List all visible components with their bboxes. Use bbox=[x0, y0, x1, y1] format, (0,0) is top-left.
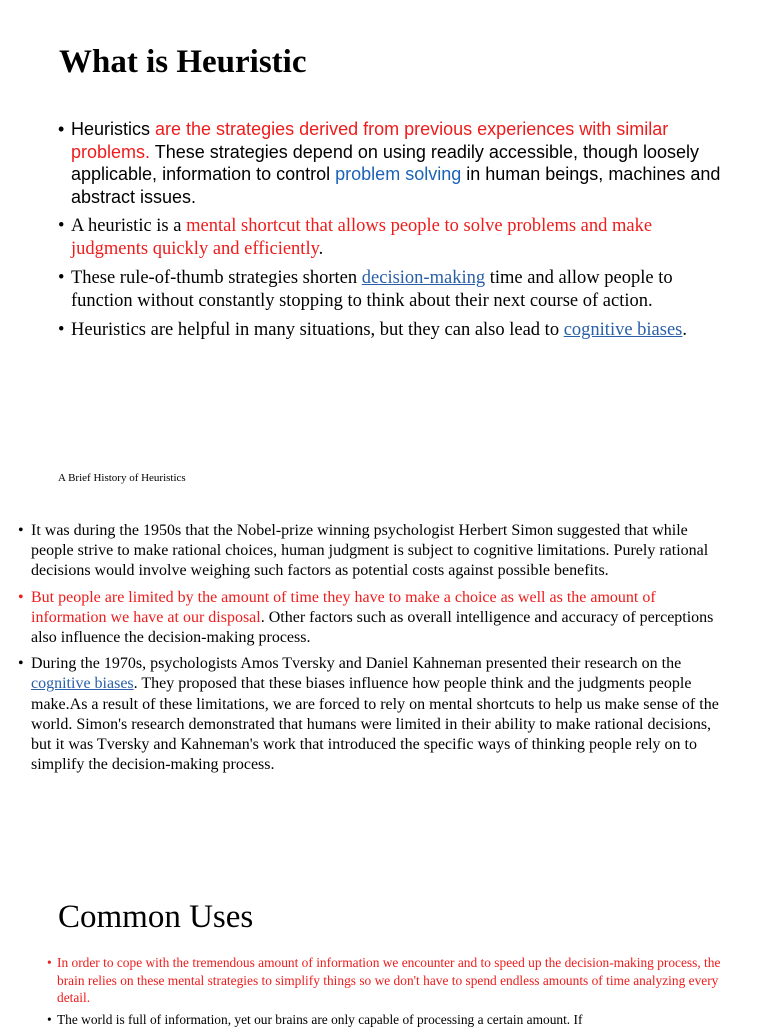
section-heading: A Brief History of Heuristics bbox=[58, 472, 186, 484]
text: . They proposed that these biases influence how people think and the judgments people make.As a result of these limitations, we are forced to rely on mental shortcuts to help us make sense of the world. Simon's research demonstrated that humans were limited in their ability to make rational decisions, but it was Tversky and Kahneman's work that introduced the specific ways of thinking people rely on to simplify the decision-making process. bbox=[31, 675, 719, 774]
text: Heuristics bbox=[71, 119, 156, 139]
highlight-text: problem solving bbox=[335, 164, 462, 184]
list-item: • The world is full of information, yet our brains are only capable of processing a certain amount. If bbox=[57, 1011, 737, 1029]
list-item bbox=[71, 118, 721, 208]
list-item bbox=[71, 267, 721, 312]
definition-list bbox=[71, 118, 721, 349]
decision-making-link[interactable]: decision-making bbox=[361, 268, 486, 288]
text: These rule-of-thumb strategies shorten bbox=[71, 268, 362, 288]
list-item bbox=[71, 319, 721, 342]
text: During the 1970s, psychologists Amos Tversky and Daniel Kahneman presented their research on the bbox=[31, 655, 682, 673]
list-item bbox=[71, 215, 721, 260]
list-item bbox=[31, 654, 731, 775]
highlight-text: are the strategies derived from previous experiences with similar problems. bbox=[71, 119, 669, 162]
highlight-text: But people are limited by the amount of time they have to make a choice as well as the amount of information we have at our disposal bbox=[31, 588, 656, 626]
text: . Other factors such as overall intelligence and accuracy of perceptions also influence the decision-making process. bbox=[31, 608, 714, 647]
highlight-text: mental shortcut that allows people to solve problems and make judgments quickly and efficiently bbox=[71, 216, 653, 259]
text: Heuristics are helpful in many situations, but they can also lead to bbox=[71, 320, 564, 340]
text: A heuristic is a bbox=[71, 216, 187, 236]
uses-list bbox=[57, 954, 737, 1032]
text: It was during the 1950s that the Nobel-prize winning psychologist Herbert Simon suggested that while people strive to make rational choices, human judgment is subject to cognitive limitations. Purely rational decisions would involve weighing such factors as potential costs against possible benefits. bbox=[31, 522, 709, 580]
text: in human beings, machines and abstract issues. bbox=[71, 164, 721, 207]
text: These strategies depend on using readily accessible, though loosely applicable, information to control bbox=[71, 141, 700, 184]
list-item bbox=[31, 521, 731, 582]
text: . bbox=[318, 238, 324, 259]
list-item bbox=[31, 588, 731, 649]
page-title: What is Heuristic bbox=[59, 44, 307, 80]
history-list bbox=[31, 521, 731, 781]
cognitive-biases-link[interactable]: cognitive biases bbox=[31, 675, 134, 693]
text: . bbox=[682, 320, 688, 340]
section-title: Common Uses bbox=[58, 899, 254, 935]
list-item: • In order to cope with the tremendous amount of information we encounter and to speed up the decision-making process, the brain relies on these mental strategies to simplify things so we don't have to spend endless amounts of time analyzing every detail. bbox=[57, 954, 737, 1007]
text: time and allow people to function without constantly stopping to think about their next course of action. bbox=[71, 268, 673, 311]
cognitive-biases-link[interactable]: cognitive biases bbox=[563, 320, 683, 340]
